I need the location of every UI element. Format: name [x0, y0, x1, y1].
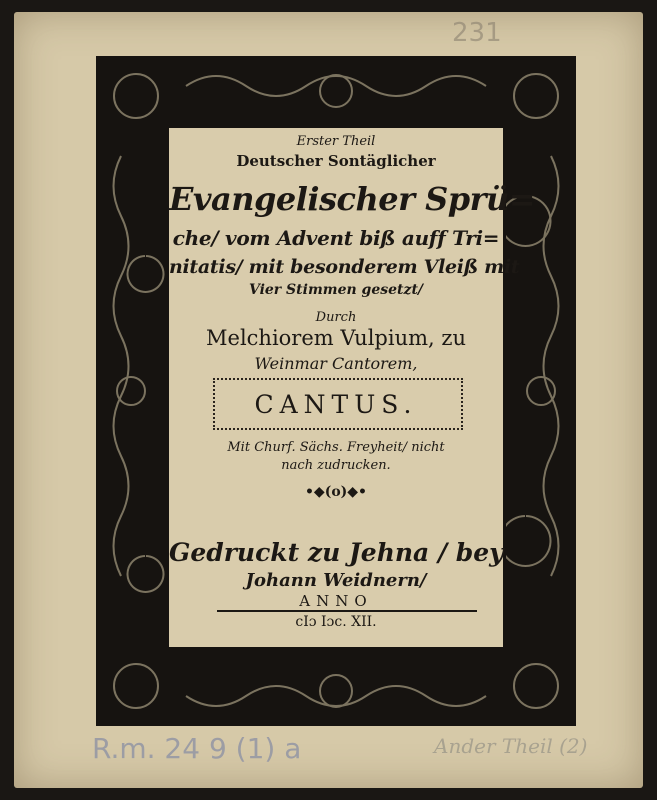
author-title: Weinmar Cantorem, — [254, 354, 418, 373]
title-block — [166, 125, 536, 650]
anno-label: ANNO — [299, 592, 373, 610]
title-line-2: Deutscher Sontäglicher — [236, 152, 436, 170]
title-line-4: che/ vom Advent biß auff Tri= — [172, 226, 500, 250]
divider-rule — [217, 610, 477, 612]
author-name: Melchiorem Vulpium, zu — [206, 326, 466, 350]
title-line-3: Evangelischer Sprü= — [169, 180, 536, 218]
publication-year: cIɔ Iɔc. XII. — [295, 614, 377, 630]
part-heading: Erster Theil — [296, 134, 376, 149]
handwritten-note: Ander Theil (2) — [434, 734, 588, 758]
imprint-line-1: Gedruckt zu Jehna / bey — [169, 538, 504, 567]
privilege-line-2: nach zudrucken. — [281, 458, 391, 473]
voice-part: CANTUS. — [254, 390, 418, 419]
printer-ornament: •◆(o)◆• — [304, 484, 367, 500]
by-line: Durch — [315, 310, 357, 325]
title-line-5: nitatis/ mit besonderem Vleiß mit — [169, 256, 520, 278]
top-right-number: 231 — [452, 18, 502, 48]
library-shelfmark: R.m. 24 9 (1) a — [92, 732, 302, 765]
imprint-line-2: Johann Weidnern/ — [245, 570, 427, 591]
privilege-line-1: Mit Churf. Sächs. Freyheit/ nicht — [227, 440, 445, 455]
title-line-6: Vier Stimmen gesetzt/ — [248, 282, 424, 298]
